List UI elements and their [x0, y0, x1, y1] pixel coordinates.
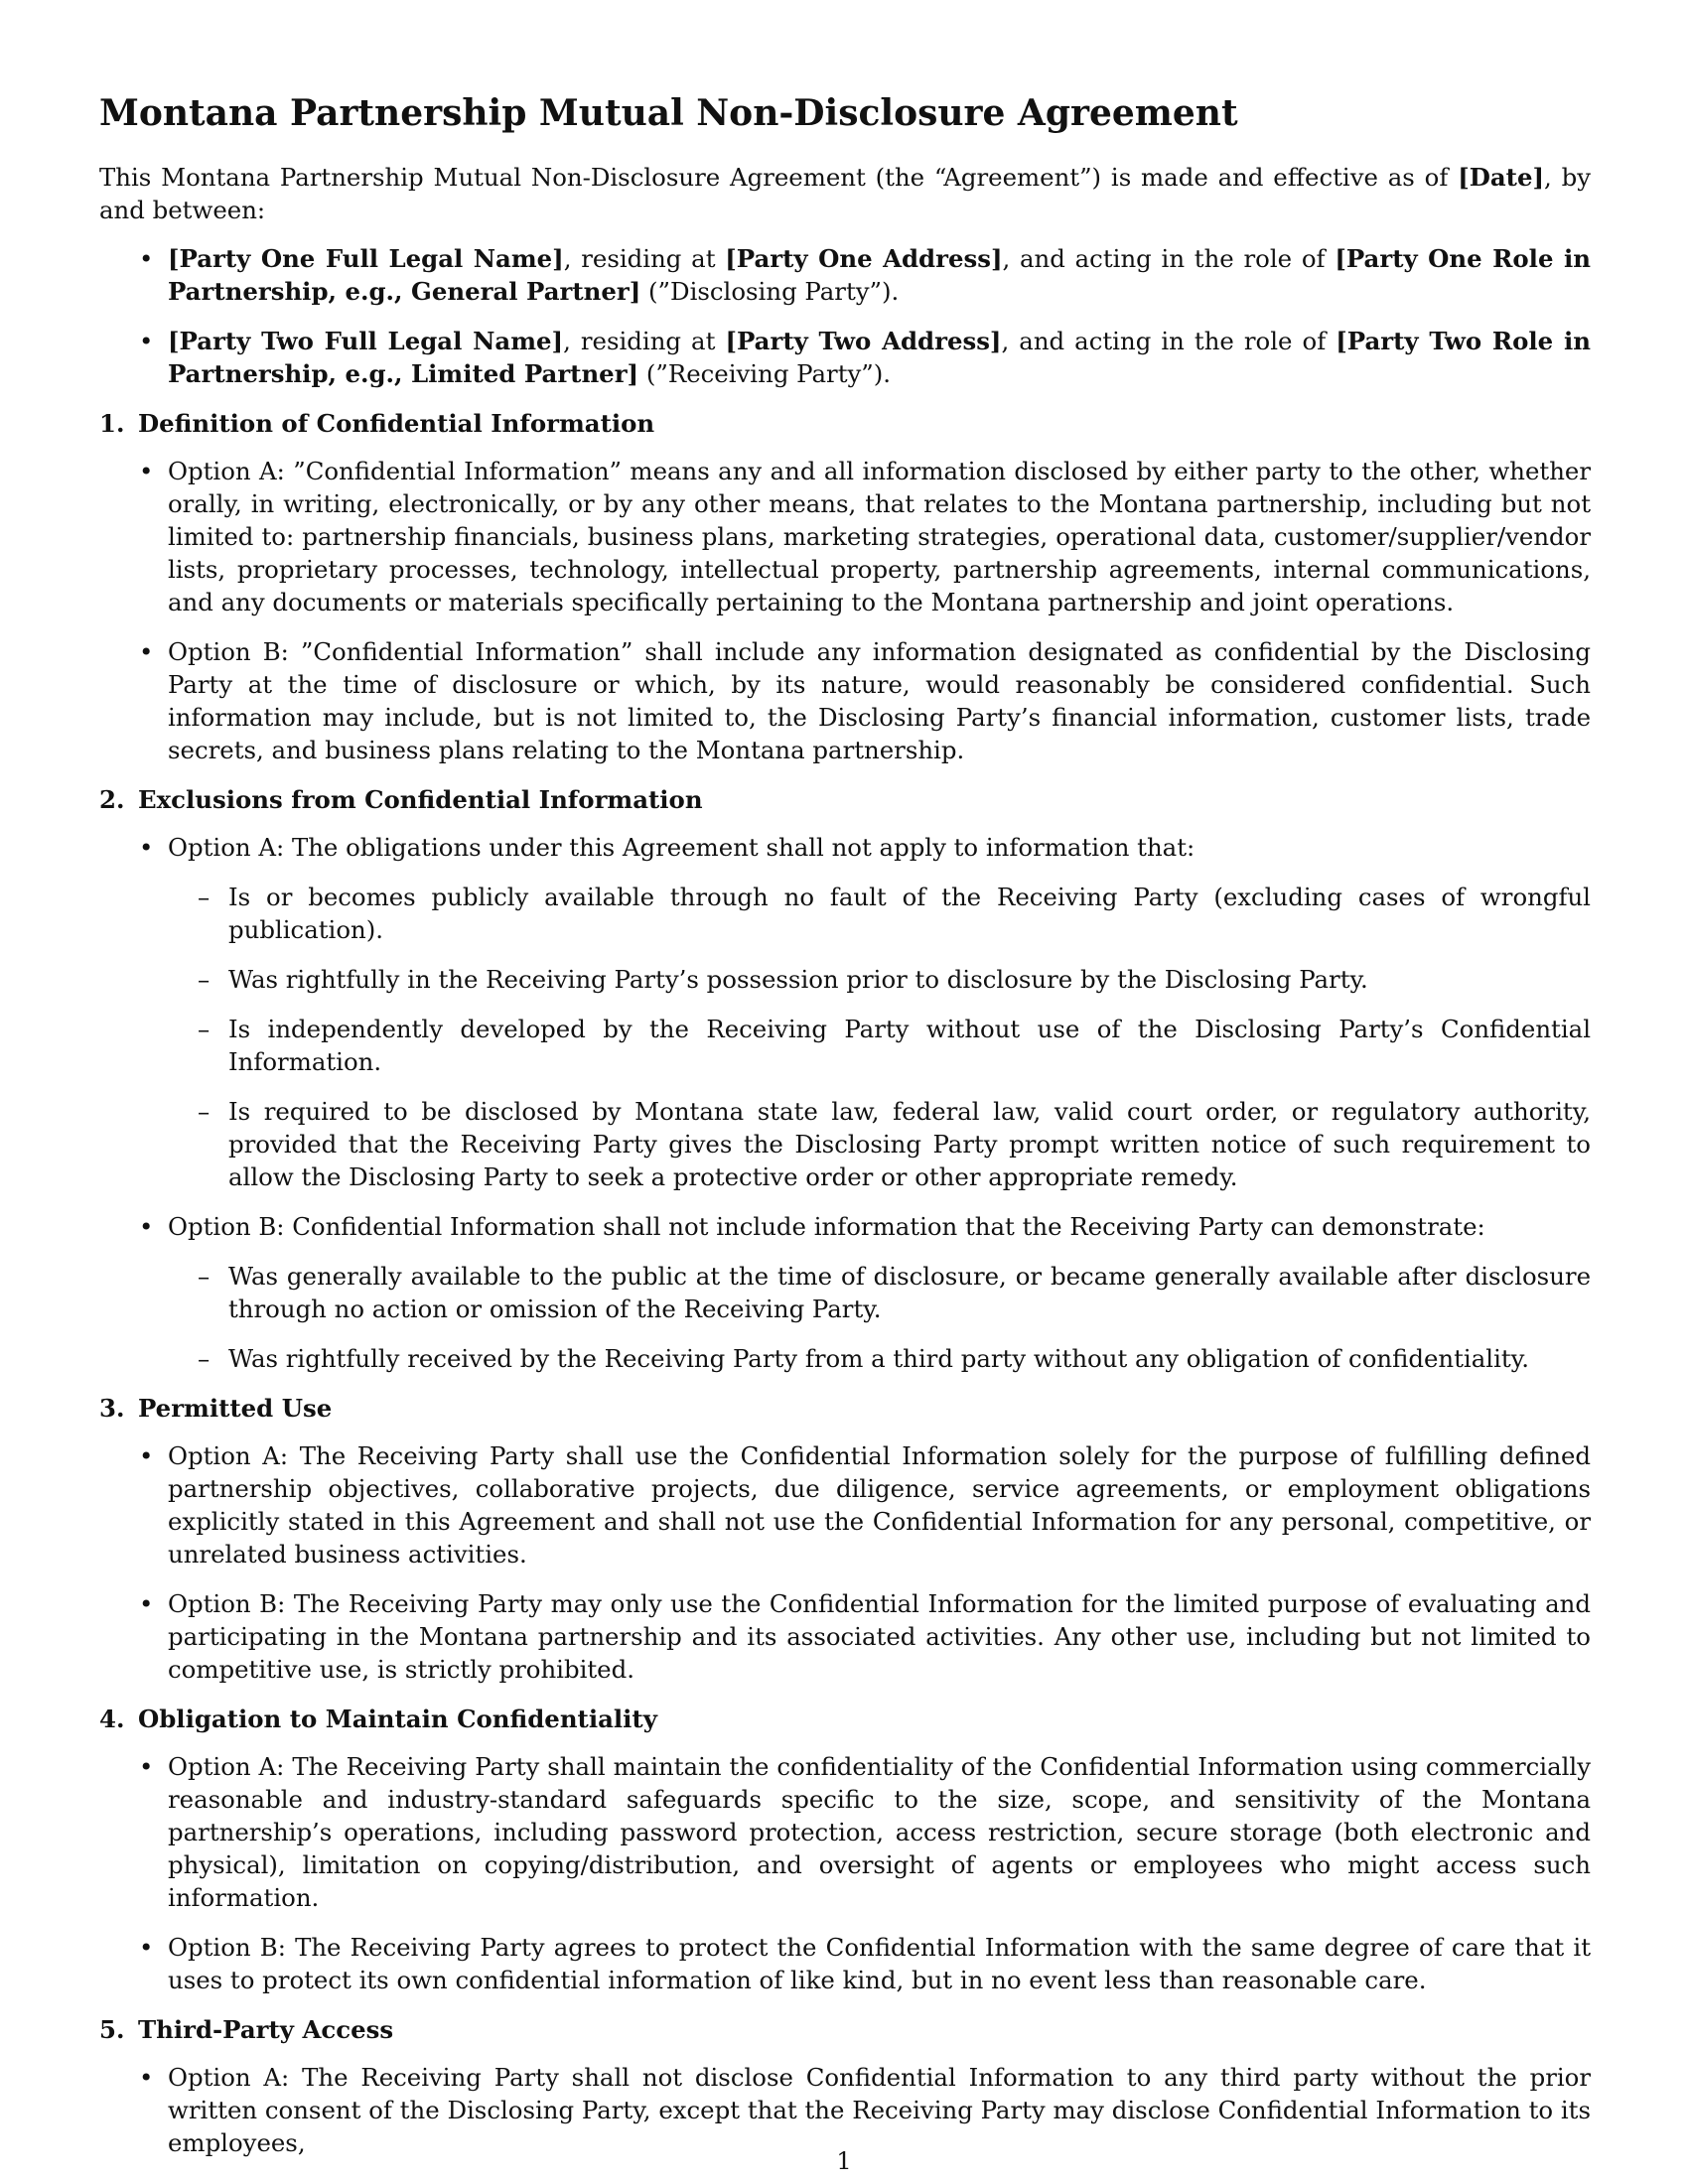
sub-list [168, 1260, 1591, 1375]
party-one: • [Party One Full Legal Name], residing at [Party One Address], and acting in the role of [Party One Role in Partnership, e.g., General Partner] (”Disclosing Party”). [99, 242, 1591, 308]
intro-paragraph: This Montana Partnership Mutual Non-Disclosure Agreement (the “Agreement”) is made and effective as of [Date], by and between: [99, 163, 1591, 224]
option-item: • Option B: The Receiving Party agrees to protect the Confidential Information with the same degree of care that it uses to protect its own confidential information of like kind, but in no event less than reasonable care. [99, 1931, 1591, 1996]
sub-item: – Was generally available to the public at the time of disclosure, or became generally available after disclosure through no action or omission of the Receiving Party. [168, 1260, 1591, 1325]
sub-list [168, 881, 1591, 1193]
section-options [99, 831, 1591, 1375]
section-options [99, 1439, 1591, 1686]
sub-item: – Was rightfully received by the Receiving Party from a third party without any obligation of confidentiality. [168, 1342, 1591, 1375]
section-options [99, 455, 1591, 766]
parties-list [99, 242, 1591, 390]
date-placeholder: [Date] [1458, 163, 1545, 192]
option-item: • Option A: The Receiving Party shall maintain the confidentiality of the Confidential Information using commercially reasonable and industry-standard safeguards specific to the size, scope, and sensitivity of the Montana partnership’s operations, including password protection, access restriction, secure storage (both electronic and physical), limitation on copying/distribution, and oversight of agents or employees who might access such information. [99, 1750, 1591, 1914]
section-heading: 4. Obligation to Maintain Confidentiality [99, 1705, 657, 1733]
option-item: • Option A: ”Confidential Information” means any and all information disclosed by either party to the other, whether orally, in writing, electronically, or by any other means, that relates to the Montana partnership, including but not limited to: partnership financials, business plans, marketing strategies, operational data, customer/supplier/vendor lists, proprietary processes, technology, intellectual property, partnership agreements, internal communications, and any documents or materials specifically pertaining to the Montana partnership and joint operations. [99, 455, 1591, 618]
document-page [99, 91, 1591, 2176]
sub-item: – Is or becomes publicly available through no fault of the Receiving Party (excluding cases of wrongful publication). [168, 881, 1591, 946]
option-item: • Option B: ”Confidential Information” shall include any information designated as confidential by the Disclosing Party at the time of disclosure or which, by its nature, would reasonably be considered confidential. Such information may include, but is not limited to, the Disclosing Party’s financial information, customer lists, trade secrets, and business plans relating to the Montana partnership. [99, 635, 1591, 766]
party-two: • [Party Two Full Legal Name], residing at [Party Two Address], and acting in the role of [Party Two Role in Partnership, e.g., Limited Partner] (”Receiving Party”). [99, 325, 1591, 390]
option-item: • Option A: The Receiving Party shall use the Confidential Information solely for the purpose of fulfilling defined partnership objectives, collaborative projects, due diligence, service agreements, or employment obligations explicitly stated in this Agreement and shall not use the Confidential Information for any personal, competitive, or unrelated business activities. [99, 1439, 1591, 1570]
page-number: 1 [836, 2147, 852, 2175]
option-item: • Option B: Confidential Information shall not include information that the Receiving Party can demonstrate: – Was generally available to the public at the time of disclosure, or became generally available after disclosure through no action or omission of the Receiving Party. – Was rightfully received by the Receiving Party from a third party without any obligation of confidentiality. [99, 1210, 1591, 1375]
option-item: • Option A: The obligations under this Agreement shall not apply to information that: – Is or becomes publicly available through no fault of the Receiving Party (excluding cases of wrongful publication). – Was rightfully in the Receiving Party’s possession prior to disclosure by the Disclosing Party. – Is independently developed by the Receiving Party without use of the Disclosing Party’s Confidential Information. – Is required to be disclosed by Montana state law, federal law, valid court order, or regulatory authority, provided that the Receiving Party gives the Disclosing Party prompt written notice of such requirement to allow the Disclosing Party to seek a protective order or other appropriate remedy. [99, 831, 1591, 1193]
sub-item: – Is required to be disclosed by Montana state law, federal law, valid court order, or regulatory authority, provided that the Receiving Party gives the Disclosing Party prompt written notice of such requirement to allow the Disclosing Party to seek a protective order or other appropriate remedy. [168, 1095, 1591, 1193]
section-options [99, 2061, 1591, 2159]
section-heading: 1. Definition of Confidential Information [99, 409, 655, 438]
section-heading: 5. Third-Party Access [99, 2015, 394, 2044]
sub-item: – Is independently developed by the Receiving Party without use of the Disclosing Party’s Confidential Information. [168, 1013, 1591, 1078]
option-item: • Option B: The Receiving Party may only use the Confidential Information for the limited purpose of evaluating and participating in the Montana partnership and its associated activities. Any other use, including but not limited to competitive use, is strictly prohibited. [99, 1587, 1591, 1686]
section-heading: 2. Exclusions from Confidential Information [99, 785, 703, 814]
document-title: Montana Partnership Mutual Non-Disclosure Agreement [99, 92, 1238, 134]
section-options [99, 1750, 1591, 1996]
option-item: • Option A: The Receiving Party shall not disclose Confidential Information to any third party without the prior written consent of the Disclosing Party, except that the Receiving Party may disclose Confidential Information to its employees, [99, 2061, 1591, 2159]
section-heading: 3. Permitted Use [99, 1394, 333, 1423]
sub-item: – Was rightfully in the Receiving Party’s possession prior to disclosure by the Disclosing Party. [168, 963, 1591, 996]
